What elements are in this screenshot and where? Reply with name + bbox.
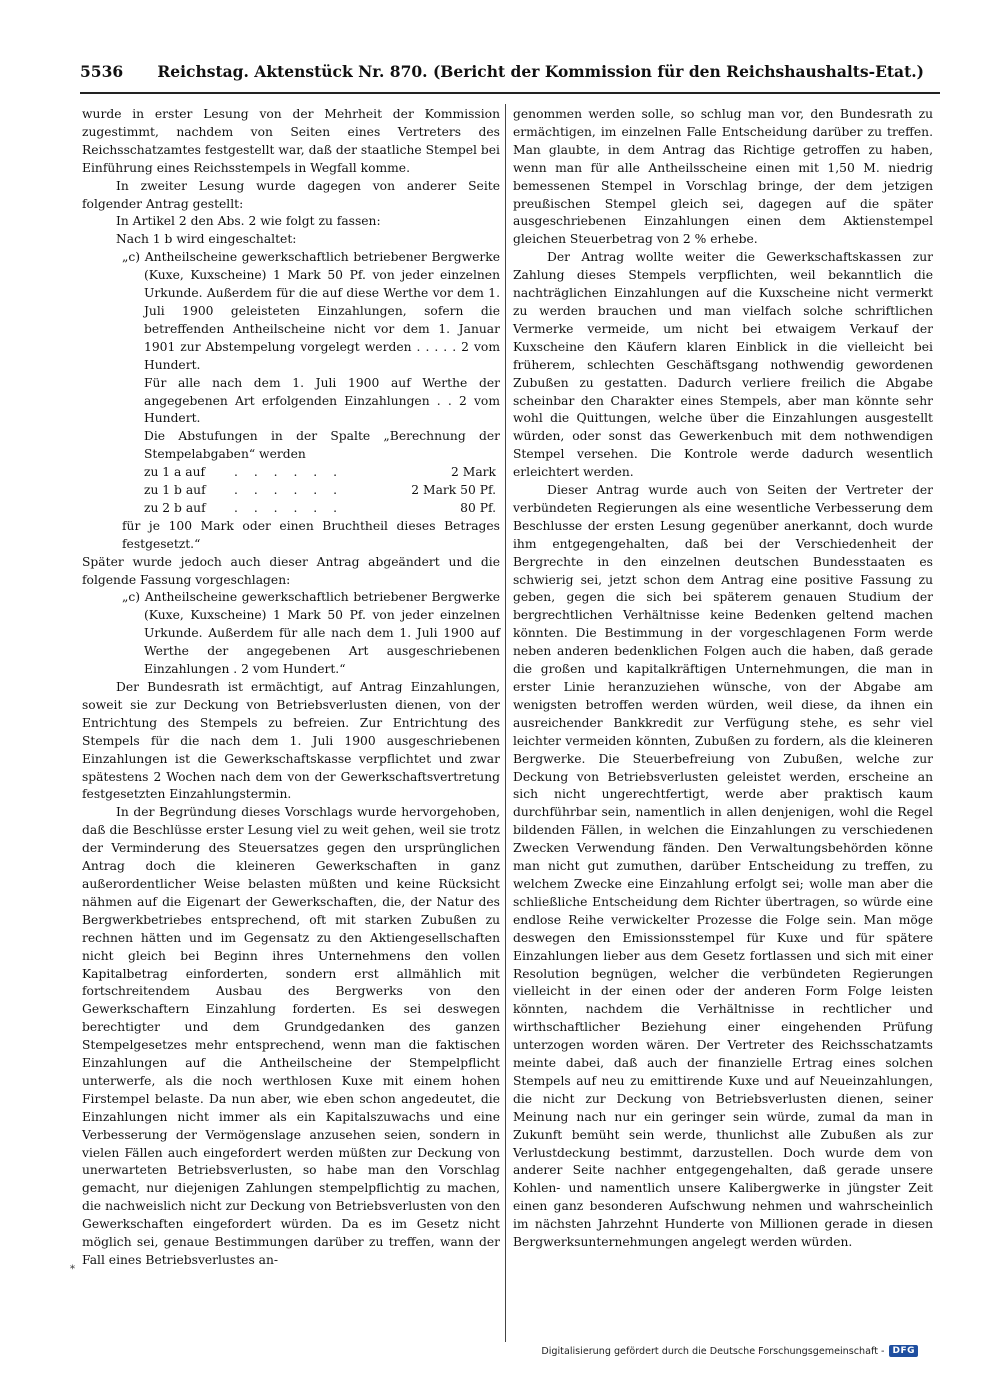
- paragraph: Der Antrag wollte weiter die Gewerkschaftskassen zur Zahlung dieses Stempels verpflichten, weil bekanntlich die nachträglichen Einzahlungen auf die Kuxscheine nicht vermerkt zu werden brauchen und man vielfach solche schriftlichen Vermerke vermeide, um nicht bei etwaigem Verkauf der Kuxscheine den Käufern klaren Einblick in die vielleicht bei früherem, schlechten Geschäftsgang nothwendig gewordenen Zubußen zu gestatten. Dadurch verliere freilich die Abgabe scheinbar den Charakter eines Stempels, aber man könnte sehr wohl die Quittungen, welche über die Einzahlungen ausgestellt würden, oder sonst das Gewerkenbuch mit dem nothwendigen Stempel versehen. Die Kontrole werde dadurch wesentlich erleichtert werden.: [513, 250, 933, 480]
- page-number: 5536: [80, 62, 124, 81]
- rate-value: 2 Mark: [451, 465, 496, 480]
- paragraph: für je 100 Mark oder einen Bruchtheil dieses Betrages festgesetzt.“: [122, 518, 500, 551]
- paragraph: Der Bundesrath ist ermächtigt, auf Antrag Einzahlungen, soweit sie zur Deckung von Betriebsverlusten dienen, von der Entrichtung des Stempels zu befreien. Zur Entrichtung des Stempels für die nach dem 1. Juli 1900 ausgeschriebenen Einzahlungen ist die Gewerkschaftskasse verpflichtet und zwar spätestens 2 Wochen nach dem von der Gewerkschaftsvertretung festgesetzten Einzahlungstermin.: [82, 680, 500, 802]
- column-divider: [505, 104, 506, 1342]
- header-rule: [80, 92, 940, 94]
- rate-value: 2 Mark 50 Pf.: [411, 483, 496, 498]
- rate-label: zu 2 b auf: [144, 500, 206, 515]
- paragraph: Nach 1 b wird eingeschaltet:: [116, 232, 297, 247]
- right-column: [513, 106, 933, 1252]
- rate-row: [82, 500, 500, 518]
- page-header: [80, 62, 940, 86]
- quoted-amendment: „c) Antheilscheine gewerkschaftlich betriebener Bergwerke (Kuxe, Kuxscheine) 1 Mark 50 Pf. von jeder einzelnen Urkunde. Außerdem für die auf diese Werthe vor dem 1. Juli 1900 geleisteten Einzahlungen, sofern die betreffenden Antheilscheine nicht vor dem 1. Januar 1901 zur Abstempelung vorgelegt werden . . . . . 2 vom Hundert.: [122, 250, 500, 372]
- rate-label: zu 1 a auf: [144, 465, 206, 480]
- paragraph: In zweiter Lesung wurde dagegen von anderer Seite folgender Antrag gestellt:: [82, 178, 500, 211]
- paragraph: Später wurde jedoch auch dieser Antrag abgeändert und die folgende Fassung vorgeschlagen:: [82, 554, 500, 587]
- paragraph: In Artikel 2 den Abs. 2 wie folgt zu fassen:: [116, 214, 381, 229]
- margin-mark: *: [70, 1264, 75, 1275]
- page-title: Reichstag. Aktenstück Nr. 870. (Bericht der Kommission für den Reichshaushalts-Etat.): [157, 62, 924, 81]
- left-column: [82, 106, 500, 1270]
- rate-label: zu 1 b auf: [144, 483, 206, 498]
- rate-list: [82, 464, 500, 518]
- rate-dots: . . . . . .: [234, 465, 343, 480]
- paragraph: Für alle nach dem 1. Juli 1900 auf Werthe der angegebenen Art erfolgenden Einzahlungen . . 2 vom Hundert.: [144, 375, 500, 426]
- dfg-logo: DFG: [889, 1345, 918, 1357]
- paragraph: genommen werden solle, so schlug man vor, den Bundesrath zu ermächtigen, im einzelnen Falle Entscheidung darüber zu treffen. Man glaubte, in dem Antrag das Richtige getroffen zu haben, wenn man für alle Antheilsscheine einen mit 1,50 M. niedrig bemessenen Stempel in Vorschlag bringe, der dem jetzigen preußischen Stempel gleich sei, dagegen auf die später ausgeschriebenen Einzahlungen einen dem Aktienstempel gleichen Steuerbetrag von 2 % erhebe.: [513, 107, 933, 247]
- rate-dots: . . . . . .: [234, 483, 343, 498]
- paragraph: Dieser Antrag wurde auch von Seiten der Vertreter der verbündeten Regierungen als eine wesentliche Verbesserung dem Beschlusse der ersten Lesung gegenüber anerkannt, doch wurde ihm entgegengehalten, daß bei der Verschiedenheit der Bergrechte in den einzelnen deutschen Bundesstaaten es schwierig sei, jetzt schon dem Antrag eine positive Fassung zu geben, gegen die sich bei späterem genauen Studium der bergrechtlichen Verhältnisse keine Bedenken geltend machen könnten. Die Bestimmung in der vorgeschlagenen Form werde neben anderen bedenklichen Folgen auch die haben, daß gerade die großen und kapitalkräftigen Unternehmungen, die man in erster Linie heranzuziehen wünsche, von der Abgabe am wenigsten betroffen werden würden, weil diese, da ihnen ein ausreichender Bankkredit zur Verfügung stehe, es sehr viel leichter vermeiden könnten, Zubußen zu fordern, als die kleineren Bergwerke. Die Steuerbefreiung von Zubußen, welche zur Deckung von Betriebsverlusten geleistet werden, erscheine an sich nicht ungerechtfertigt, werde aber praktisch kaum durchführbar sein, namentlich in allen denjenigen, wohl die Regel bildenden Fällen, in welchen die Einzahlungen zu verschiedenen Zwecken Verwendung fänden. Den Verwaltungsbehörden könne man nicht gut zumuthen, darüber Entscheidung zu treffen, zu welchem Zwecke eine Einzahlung erfolgt sei; wolle man aber die schließliche Entscheidung dem Richter übertragen, so würde eine endlose Reihe verwickelter Prozesse die Folge sein. Man möge deswegen den Emissionsstempel für Kuxe und für spätere Einzahlungen lieber aus dem Gesetz fortlassen und sich mit einer Resolution begnügen, welcher die verbündeten Regierungen vielleicht in der einen oder der anderen Form Folge leisten könnten, nachdem die Verhältnisse in rechtlicher und wirthschaftlicher Beziehung einer eingehenden Prüfung unterzogen worden wären. Der Vertreter des Reichsschatzamts meinte dabei, daß auch der finanzielle Ertrag eines solchen Stempels auf neu zu emittirende Kuxe und auf Neueinzahlungen, die nicht zur Deckung von Betriebsverlusten dienen, seiner Meinung nach nur ein geringer sein würde, zumal da man in Zukunft bemüht sein werde, thunlichst alle Zubußen als zur Verlustdeckung bestimmt, darzustellen. Doch wurde dem von anderer Seite nachher entgegengehalten, daß gerade unsere Kohlen- und namentlich unsere Kalibergwerke in jüngster Zeit einen ganz besonderen Aufschwung nehmen und wahrscheinlich im nächsten Jahrzehnt Hunderte von Millionen gerade in diesen Bergwerksunternehmungen angelegt werden würden.: [513, 483, 933, 1250]
- footer-note: [541, 1345, 918, 1357]
- paragraph: wurde in erster Lesung von der Mehrheit der Kommission zugestimmt, nachdem von Seiten eines Vertreters des Reichsschatzamtes festgestellt war, daß der staatliche Stempel bei Einführung eines Reichsstempels in Wegfall komme.: [82, 107, 500, 175]
- rate-value: 80 Pf.: [460, 500, 496, 515]
- footer-text: Digitalisierung gefördert durch die Deutsche Forschungsgemeinschaft -: [541, 1345, 885, 1357]
- rate-row: [82, 482, 500, 500]
- rate-row: [82, 464, 500, 482]
- quoted-amendment: „c) Antheilscheine gewerkschaftlich betriebener Bergwerke (Kuxe, Kuxscheine) 1 Mark 50 Pf. von jeder einzelnen Urkunde. Außerdem für alle nach dem 1. Juli 1900 auf Werthe der angegebenen Art ausgeschriebenen Einzahlungen . 2 vom Hundert.“: [122, 590, 500, 677]
- rate-dots: . . . . . .: [234, 500, 343, 515]
- paragraph: Die Abstufungen in der Spalte „Berechnung der Stempelabgaben“ werden: [144, 429, 500, 462]
- paragraph: In der Begründung dieses Vorschlags wurde hervorgehoben, daß die Beschlüsse erster Lesung viel zu weit gehen, weil sie trotz der Verminderung des Steuersatzes gegen den ursprünglichen Antrag doch die kleineren Gewerkschaften in ganz außerordentlicher Weise belasten müßten und keine Rücksicht nähmen auf die Eigenart der Gewerkschaften, die, der Natur des Bergwerkbetriebes entsprechend, oft mit starken Zubußen zu rechnen hätten und im Gegensatz zu den Aktiengesellschaften nicht gleich bei Beginn ihres Unternehmens den vollen Kapitalbetrag einforderten, sondern erst allmählich mit fortschreitendem Ausbau des Bergwerks von den Gewerkschaftern Einzahlung forderten. Es sei deswegen berechtigter und dem Grundgedanken des ganzen Stempelgesetzes mehr entsprechend, wenn man die faktischen Einzahlungen auf die Antheilscheine der Stempelpflicht unterwerfe, als die noch werthlosen Kuxe mit einem hohen Firstempel belaste. Da nun aber, wie eben schon angedeutet, die Einzahlungen nicht immer als ein Kapitalszuwachs und eine Verbesserung der Vermögenslage anzusehen seien, sondern in vielen Fällen auch eingefordert werden müßten zur Deckung von unerwarteten Betriebsverlusten, so habe man den Vorschlag gemacht, nur diejenigen Zahlungen stempelpflichtig zu machen, die nachweislich nicht zur Deckung von Betriebsverlusten von den Gewerkschaften eingefordert würden. Da es im Gesetz nicht möglich sei, genaue Bestimmungen darüber zu treffen, wann der Fall eines Betriebsverlustes an-: [82, 805, 500, 1267]
